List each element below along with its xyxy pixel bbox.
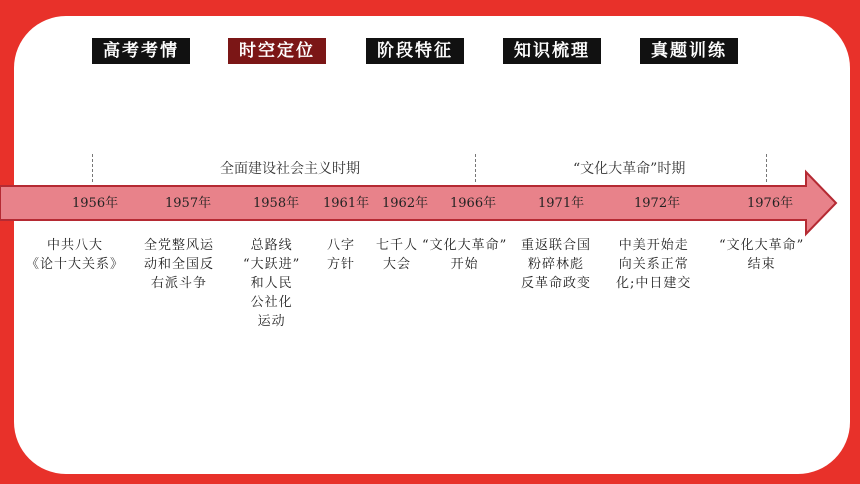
- year-label: 1972年: [634, 196, 681, 211]
- event-cultural-revolution-start: “文化大革命” 开始: [422, 238, 508, 272]
- event-eighth-congress: 中共八大 《论十大关系》: [26, 238, 125, 272]
- year-label: 1976年: [747, 196, 794, 211]
- year-label: 1962年: [382, 196, 429, 211]
- year-label: 1957年: [165, 196, 212, 211]
- period-label-construction: 全面建设社会主义时期: [220, 161, 360, 177]
- event-cultural-revolution-end: “文化大革命” 结束: [719, 238, 805, 272]
- event-sino-us-normalization: 中美开始走 向关系正常 化;中日建交: [616, 238, 692, 291]
- event-seven-thousand-conference: 七千人 大会: [376, 238, 419, 272]
- event-great-leap-forward: 总路线 “大跃进” 和人民 公社化 运动: [243, 238, 301, 329]
- year-label: 1971年: [538, 196, 585, 211]
- tab-exam-practice[interactable]: 真题训练: [640, 38, 738, 64]
- period-label-cultural-revolution: “文化大革命”时期: [573, 161, 686, 177]
- year-label: 1961年: [323, 196, 370, 211]
- tab-exam-overview[interactable]: 高考考情: [92, 38, 190, 64]
- year-label: 1956年: [72, 196, 119, 211]
- event-eight-character-policy: 八字 方针: [327, 238, 356, 272]
- tab-knowledge-review[interactable]: 知识梳理: [503, 38, 601, 64]
- year-label: 1958年: [253, 196, 300, 211]
- event-return-to-un: 重返联合国 粉碎林彪 反革命政变: [521, 238, 592, 291]
- tab-time-space-position[interactable]: 时空定位: [228, 38, 326, 64]
- year-label: 1966年: [450, 196, 497, 211]
- tab-stage-features[interactable]: 阶段特征: [366, 38, 464, 64]
- event-rectification-campaign: 全党整风运 动和全国反 右派斗争: [144, 238, 215, 291]
